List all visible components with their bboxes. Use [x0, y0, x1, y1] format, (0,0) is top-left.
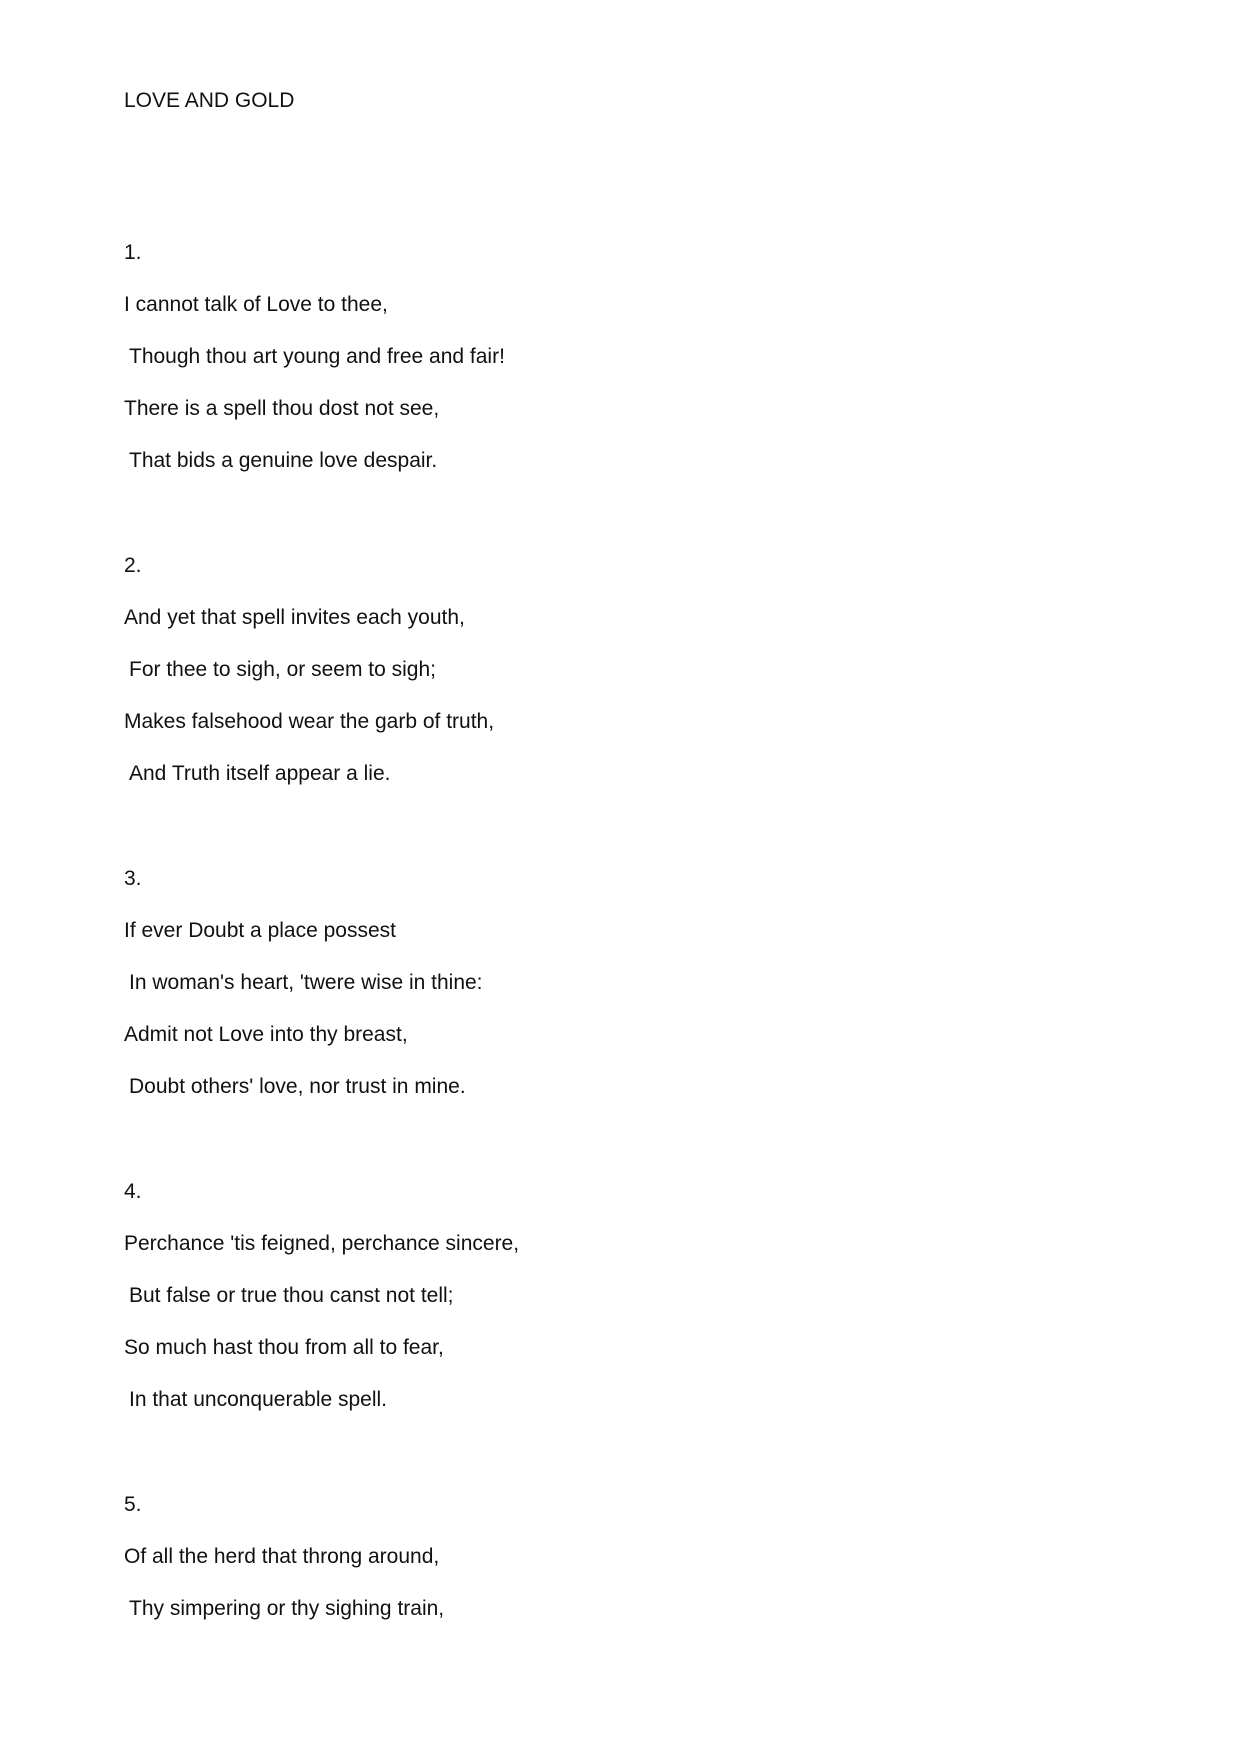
verse-line: And Truth itself appear a lie. — [129, 762, 391, 785]
verse-line: Though thou art young and free and fair! — [129, 345, 505, 368]
stanza-number: 5. — [124, 1493, 142, 1516]
verse-line: That bids a genuine love despair. — [129, 449, 438, 472]
verse-line: Perchance 'tis feigned, perchance sincere, — [124, 1232, 520, 1255]
poem-title: LOVE AND GOLD — [124, 89, 295, 112]
verse-line: I cannot talk of Love to thee, — [124, 293, 388, 316]
stanza-number: 3. — [124, 867, 142, 890]
stanza-number: 4. — [124, 1180, 142, 1203]
verse-line: If ever Doubt a place possest — [124, 919, 396, 942]
verse-line: And yet that spell invites each youth, — [124, 606, 465, 629]
verse-line: In that unconquerable spell. — [129, 1388, 388, 1411]
verse-line: Of all the herd that throng around, — [124, 1545, 440, 1568]
verse-line: Thy simpering or thy sighing train, — [129, 1597, 445, 1620]
verse-line: There is a spell thou dost not see, — [124, 397, 440, 420]
verse-line: So much hast thou from all to fear, — [124, 1336, 444, 1359]
verse-line: Makes falsehood wear the garb of truth, — [124, 710, 495, 733]
stanza-number: 1. — [124, 241, 142, 264]
verse-line: For thee to sigh, or seem to sigh; — [129, 658, 436, 681]
stanza-number: 2. — [124, 554, 142, 577]
verse-line: In woman's heart, 'twere wise in thine: — [129, 971, 483, 994]
verse-line: But false or true thou canst not tell; — [129, 1284, 454, 1307]
verse-line: Admit not Love into thy breast, — [124, 1023, 408, 1046]
verse-line: Doubt others' love, nor trust in mine. — [129, 1075, 466, 1098]
